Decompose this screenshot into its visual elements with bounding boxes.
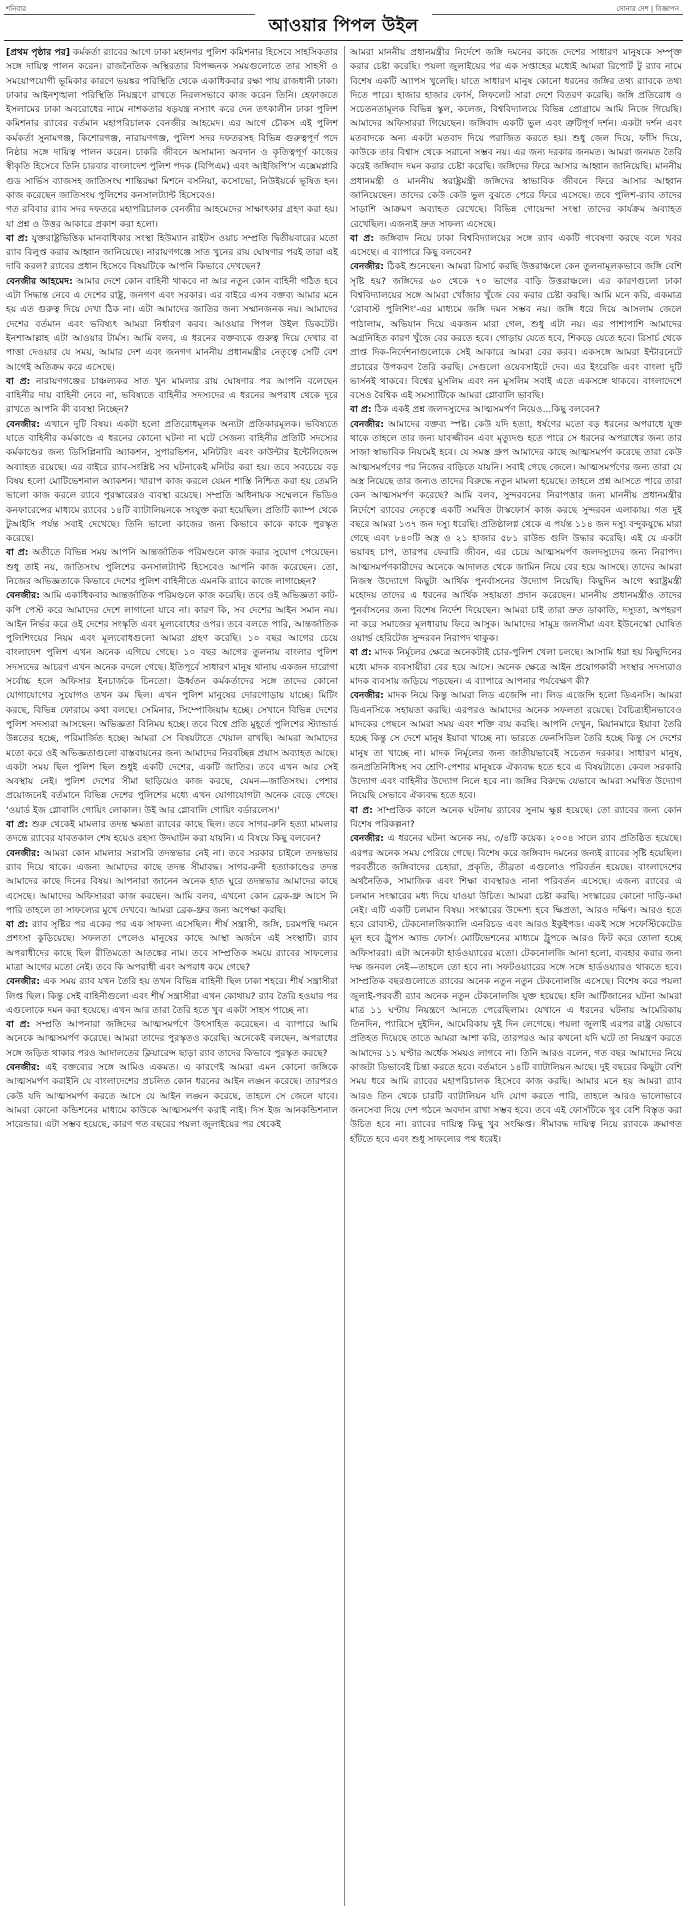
speaker-colon: :: [24, 547, 29, 559]
speaker-colon: :: [369, 804, 373, 816]
speaker-label: বেনজীর: [6, 590, 37, 602]
speaker-label: বেনজীর: [6, 847, 37, 859]
speaker-colon: :: [36, 590, 40, 602]
speaker-colon: :: [26, 1019, 31, 1031]
article-paragraph: [350, 46, 682, 232]
paragraph-text: ঠিক একই প্রশ্ন জলদস্যুদের আত্মসমর্পণ নিয়েও...কিছু বলবেন?: [371, 404, 600, 416]
paragraph-text: যুক্তরাষ্ট্রভিত্তিক মানবাধিকার সংস্থা হিউম্যান রাইটস ওয়াচ সম্প্রতি দ্বিতীয়বারের মতো র‍্যাব বিলুপ্ত করার আহ্বান জানিয়েছে। নারায়ণগঞ্জে সাত খুনের রায় ঘোষণার পরই তারা এই দাবি করল? র‍্যাবের প্রধান হিসেবে বিষয়টিকে আপনি কিভাবে দেখছেন?: [6, 232, 338, 273]
speaker-colon: :: [380, 833, 384, 845]
paragraph-text: জঙ্গিবাদ নিয়ে ঢাকা বিশ্ববিদ্যালয়ের সঙ্গে র‍্যাব একটি গবেষণা করছে বলে খবর এসেছে। এ ব্যাপারে কিছু বলবেন?: [350, 232, 682, 259]
interview-paragraph: [6, 818, 338, 847]
paragraph-text: আমি একাধিকবার আন্তর্জাতিক পরিমণ্ডলে কাজ করেছি। তবে ওই অভিজ্ঞতা কাট-কপি পেস্ট করে আমাদের দেশে লাগানো যাবে না। কারণ কি, সব দেশের আইন সমান নয়। আইন নির্ভর করে ওই দেশের সংস্কৃতি এবং মূল্যবোধের ওপর। তবে বলতে পারি, আন্তর্জাতিক পুলিশিংয়ের নিয়ম এবং মূল্যবোধগুলো আমরা গ্রহণ করেছি। ১০ বছর আগের চেয়ে বাংলাদেশ পুলিশ এখন অনেক এগিয়ে গেছে। ১০ বছর আগের তুলনায় বাংলার পুলিশ সদস্যদের আচরণ এখন অনেক বদলে গেছে। ইতিপূর্বে সাধারণ মানুষ থানায় একজন দারোগা সর্বোচ্চ হলে অফিসার ইনচার্জকে চিনতো। ঊর্ধ্বতন কর্মকর্তাদের সঙ্গে তাদের কোনো যোগাযোগের সুযোগও তখন কম ছিল। এখন পুলিশ মানুষের দোরগোড়ায় যাচ্ছে। মিটিং করছে, বিভিন্ন ফোরামে কথা বলছে। সেমিনার, সিম্পোজিয়াম হচ্ছে। সেখানে বিভিন্ন দেশের পুলিশ সদস্যরা আসছেন। অভিজ্ঞতা বিনিময় হচ্ছে। তবে বিশ্বে প্রতি মুহূর্তে পুলিশের স্ট্যান্ডার্ড উন্নতের হচ্ছে, পরিমার্জিত হচ্ছে। আমরা সে বিষয়টাতে খেয়াল রাখছি। আমরা আমাদের মতো করে ওই অভিজ্ঞতাগুলো বাস্তবায়নের জন্য আমাদের নিরবচ্ছিন্ন প্রয়াস অব্যাহত আছে। একটা সময় ছিল পুলিশ ছিল শুধুই একটি দেশের, একটি জাতির। তবে এখন আর সেই অবস্থায় নেই। পুলিশ দেশের সীমা ছাড়িয়েও কাজ করছে, যেমন—জাতিসংঘ। পেশার প্রয়োজনেই বর্তমানে বিভিন্ন দেশের পুলিশের মধ্যে এখন যোগাযোগটা অনেক বেড়ে গেছে। 'ওয়ার্ড ইজ গ্লোবালি গোয়িং লোকাল। উই আর গ্লোবালি গোয়িং বর্ডারলেস।': [6, 590, 338, 816]
paragraph-text: মাদক নির্মূলের ক্ষেত্রে অনেকটাই চোর-পুলিশ খেলা চলছে। আসামি ধরা হয় কিছুদিনের মধ্যে মাদক ব্যবসায়ীরা বের হয়ে আসে। অনেক ক্ষেত্রে আইন প্রয়োগকারী সংস্থার সদস্যরাও মাদক ব্যবসায় জড়িয়ে পড়ছেন। এ ব্যাপারে আপনার পর্যবেক্ষণ কী?: [350, 647, 682, 688]
speaker-colon: :: [26, 375, 31, 387]
speaker-colon: :: [368, 647, 372, 659]
continuation-marker: [প্রথম পৃষ্ঠার পর]: [6, 47, 70, 58]
interview-paragraph: [350, 260, 682, 403]
interview-paragraph: [6, 375, 338, 418]
interview-paragraph: [6, 847, 338, 918]
speaker-colon: :: [36, 1062, 40, 1074]
speaker-colon: :: [69, 275, 73, 287]
speaker-label: বেনজীর: [350, 690, 381, 702]
article-paragraph: [6, 46, 338, 203]
paragraph-text: র‍্যাব সৃষ্টির পর একের পর এক সাফল্য এসেছিল। শীর্ষ সন্ত্রাসী, জঙ্গি, চরমপন্থি দমনে প্রশংসা কুড়িয়েছে। সফলতা পেলেও মানুষের কাছে আস্থা অর্জনে এই সংস্থাটি। র‍্যাব অপরাধীদের কাছে ছিল রীতিমতো আতঙ্কের নাম। তবে সাম্প্রতিক সময়ে র‍্যাবের সাফল্যের মাত্রা আগের মতো নেই। তবে কি অপরাধী এবং অপরাধ কমে গেছে?: [6, 919, 338, 973]
interview-paragraph: [6, 275, 338, 375]
interview-paragraph: [6, 975, 338, 1018]
speaker-label: বেনজীর: [350, 418, 381, 430]
paragraph-text: সাম্প্রতিক কালে অনেক ঘটনায় র‍্যাবের সুনাম ক্ষুণ্ণ হয়েছে। তো র‍্যাবের জন্য কোন বিশেষ পরিকল্পনা?: [350, 804, 682, 831]
interview-paragraph: [350, 832, 682, 1147]
speaker-label: বা প্র: [350, 804, 370, 816]
speaker-colon: :: [24, 819, 29, 831]
interview-paragraph: [6, 418, 338, 547]
speaker-label: বা প্র: [350, 404, 368, 416]
speaker-label: বেনজীর: [350, 261, 381, 273]
paragraph-text: মাদক নিয়ে কিন্তু আমরা লিড এজেন্সি না। লিড এজেন্সি হলো ডিএনসি। আমরা ডিএনসিকে সহায়তা করছি। এরপরও আমাদের অনেক সফলতা রয়েছে। বৈচিত্র্যহীনভাবেও মাদকের পেছনে আমরা সময় এবং শক্তি ব্যয় করছি। আপনি দেখুন, মিয়ানমারে ইয়াবা তৈরি হচ্ছে কিন্তু সে দেশে মানুষ ইয়াবা খাচ্ছে না। ভারতে ফেনসিডিল তৈরি হচ্ছে কিন্তু সে দেশের মানুষ তা খাচ্ছে না। মাদক নির্মূলের জন্য জাতীয়ভাবেই সচেতন দরকার। সাধারণ মানুষ, জনপ্রতিনিধিসহ সব শ্রেণি-পেশার মানুষকে ঐক্যবদ্ধ হতে হবে এ বিষয়টাতে। কেবল সরকারি উদ্যোগ এবং বাহিনীর উদ্যোগ নিলে হবে না। জঙ্গির বিরুদ্ধে যেভাবে আমরা সমন্বিত উদ্যোগ নিয়েছি সেভাবে ঐক্যবদ্ধ হতে হবে।: [350, 690, 682, 802]
speaker-label: বা প্র: [6, 919, 25, 931]
paragraph-text: সম্প্রতি আপনারা জঙ্গিদের আত্মসমর্পণে উৎসাহিত করেছেন। এ ব্যাপারে আমি অনেকে আত্মসমর্পণ করেছে। আমরা তাদের পুরস্কৃতও করেছি। অনেকেই বলছেন, অপরাধের সঙ্গে জড়িত থাকার পরও আদালতের ক্লিয়ারেন্স ছাড়া র‍্যাব তাদের কিভাবে পুরস্কৃত করছে?: [6, 1019, 338, 1059]
speaker-colon: :: [370, 232, 374, 244]
article-body: [6, 46, 682, 1906]
speaker-colon: :: [24, 232, 29, 244]
interview-paragraph: [350, 646, 682, 689]
paragraph-text: এখানে দুটি বিষয়। একটা হলো প্রতিরোধমূলক অন্যটা প্রতিকারমূলক। ভবিষ্যতে যাতে বাহিনীর কর্মকাণ্ডে এ ধরনের কোনো ঘটনা না ঘটে সেজন্য বাহিনীর প্রতিটি সদস্যের কর্মকাণ্ডের জন্য ডিসিপ্লিনারি অ্যাকশন, সুপারভিশন, মনিটরিং এবং কাউন্টার ইন্টেলিজেন্স অব্যাহত রয়েছে। এর বাইরে র‍্যাব-সংশ্লিষ্ট সব ঘটনাকেই মনিটর করা হয়। তবে সবচেয়ে বড় বিষয় হলো মোটিভেশনাল অ্যাকশন। খারাপ কাজ করলে যেমন শাস্তি নিশ্চিত করা হয় তেমনি ভালো কাজ করলে র‍্যাবে পুরস্কারেরও ব্যবস্থা রয়েছে। সম্প্রতি অধিনায়ক সম্মেলনে ভিডিও কনফারেন্সের মাধ্যমে র‍্যাবের ১৪টি ব্যাটালিয়নকে সংযুক্ত করা হয়েছিল। প্রতিটি ক্যাম্প থেকে টুআইসি পর্যন্ত সবাই দেখেছে। তিনি ভালো কাজের জন্য কিভাবে কাকে কাকে পুরস্কৃত করেছে।: [6, 418, 338, 545]
paragraph-text: গত রবিবার র‍্যাব সদর দফতরে মহাপরিচালক বেনজীর আহমেদের সাক্ষাৎকার গ্রহণ করা হয়। যা প্রশ্ন ও উত্তর আকারে প্রকাশ করা হলো।: [6, 204, 338, 230]
speaker-label: বা প্র: [350, 232, 371, 244]
speaker-label: বেনজীর: [6, 418, 37, 430]
speaker-colon: :: [367, 404, 372, 416]
paragraph-text: এক সময় র‍্যাব যখন তৈরি হয় তখন বিভিন্ন বাহিনী ছিল ঢাকা শহরে। শীর্ষ সন্ত্রাসীরা লিপ্ত ছিল। কিন্তু সেই বাহিনীগুলো এবং শীর্ষ সন্ত্রাসীরা এখন কোথায়? র‍্যাব তৈরি হওয়ার পর এগুলোকে দমন করা হয়েছে। এখন আর তারা তৈরি হতে খুব একটা সাহস পাচ্ছে না।: [6, 976, 338, 1016]
paragraph-text: এ ধরনের ঘটনা অনেক নয়, ৩/৪টি কয়েক। ২০০৪ সালে র‍্যাব প্রতিষ্ঠিত হয়েছে। এরপর অনেক সময় পেরিয়ে গেছে। বিশেষ করে জঙ্গিবাদ দমনের জন্যই র‍্যাবের সৃষ্টি হয়েছিল। পরবর্তীতে জঙ্গিবাদের চেহারা, প্রকৃতি, তীব্রতা এগুলোও পরিবর্তন হয়েছে। বাংলাদেশের অর্থনৈতিক, সামাজিক এবং শিক্ষা ব্যবস্থারও নানা পরিবর্তন এসেছে। এজন্য র‍্যাবের এ চলমান সংস্কারের মধ্য দিয়ে যাওয়া উচিত। আমরা চেষ্টা করছি। সংস্কারের কোনো দাড়ি-কমা নেই। এটি একটি চলমান বিষয়। সংস্কারের উদ্দেশ্য হবে ক্ষিপ্রতা, আরও দক্ষিণ। আরও হতে হবে রোবাস্ট, টেকনোলজিক্যালি এনরিচড এবং আরও ইকুইপড। একই সঙ্গে সফেস্টিকেটেড মূল হবে ট্রুপস অ্যান্ড ফোর্স। মোটিভেশনের মাধ্যমে ট্রুপকে আরও ফিট করে তোলা হচ্ছে অফিসাররা। এটা অনেকটা হার্ডওয়্যারের মতো। টেকনোলজি আনা হলো, ব্যবহার করার জন্য দক্ষ জনবল নেই—তাহলে তো হবে না। সফটওয়্যারের সঙ্গে সঙ্গে হার্ডওয়্যারও থাকতে হবে। সাম্প্রতিক বছরগুলোতে র‍্যাবের অনেক নতুন নতুন টেকনোলজি এসেছে। বিশেষ করে পয়লা জুলাই-পরবর্তী র‍্যাব অনেক নতুন টেকনোলজি যুক্ত হয়েছে। হলি আর্টিজানের ঘটনা আমরা মাত্র ১১ ঘণ্টায় নিয়ন্ত্রণে আনতে পেরেছিলাম। যেখানে এ ধরনের ঘটনায় আমেরিকায় তিনদিন, প্যারিসে দুইদিন, আমেরিকায় দুই দিন লেগেছে। পয়লা জুলাই এরপর রাষ্ট্র যেভাবে প্রতিহত দিয়েছে তাতে আমরা আশা করি, তারপরও আর কখনো যদি ঘটে তা নিয়ন্ত্রণ করতে আমাদের ১১ ঘণ্টার অর্ধেক সময়ও লাগবে না। তিনি আরও বলেন, গত বছর আমাদের নিয়ে কাজটা ডিভাবেই চিন্তা করতে হবে। বর্তমানে ১৪টি ব্যাটালিয়ন আছে। দুই বছরের কিছুটা বেশি সময় ধরে আমি র‍্যাবের মহাপরিচালক হিসেবে কাজ করছি। আমার মনে হয় আমরা র‍্যাব আরও তিন থেকে চারটি ব্যাটালিয়ন যদি যোগ করতে পারি, তাহলে আরও ভালোভাবে জনসেবা দিয়ে দেশ গঠনে অবদান রাখা সম্ভব হবে। তবে এই ফোর্সটিকে খুব বেশি বিস্তৃত করা উচিত হবে না। র‍্যাবের দায়িত্ব কিছু খুব সংক্ষিপ্ত। সীমাবদ্ধ দায়িত্ব নিয়ে র‍্যাবকে ক্রমাগত হাঁটতে হবে এবং শুধু সাফল্যের পথ ধরেই।: [350, 833, 682, 1145]
interview-paragraph: [6, 546, 338, 589]
speaker-colon: :: [380, 690, 384, 702]
paragraph-text: নারায়ণগঞ্জের চাঞ্চল্যকর সাত খুন মামলার রায় ঘোষণার পর আপনি বলেছেন বাহিনীর দায় বাহিনী নেবে না, ভবিষ্যতে বাহিনীর সদস্যদের এ ধরনের অপরাধ থেকে দূরে রাখতে আপনি কী ব্যবস্থা নিচ্ছেন?: [6, 375, 338, 416]
interview-paragraph: [6, 1061, 338, 1132]
article-column-left: [6, 46, 338, 1906]
interview-paragraph: [6, 918, 338, 975]
page-top-right-text: সোনার দেশ | বিজ্ঞাপন: [616, 5, 679, 13]
article-column-right: [350, 46, 682, 1906]
speaker-colon: :: [36, 976, 40, 988]
interview-paragraph: [350, 689, 682, 803]
speaker-colon: :: [24, 919, 29, 931]
speaker-label: বেনজীর: [6, 1062, 37, 1074]
speaker-colon: :: [380, 418, 384, 430]
paragraph-text: আমাদের বক্তব্য স্পষ্ট। কেউ যদি হত্যা, ধর্ষণের মতো বড় ধরনের অপরাধে যুক্ত থাকে তাহলে তার জন্য যাবজ্জীবন এবং মৃত্যুদণ্ড হতে পারে সে ধরনের অপরাধের জন্য তার সাজা স্বাভাবিক নিয়মেই হবে। যে সমস্ত গ্রুপ আমাদের কাছে আত্মসমর্পণ করেছে তারা কেউ আত্মসমর্পণের পর নিজের বাড়িতে যায়নি। সবাই গেছে জেলে। আত্মসমর্পণের জন্য তারা যে অস্ত্র নিয়েছে তার জন্যও তাদের বিরুদ্ধে নতুন মামলা হয়েছে। তাহলে প্রশ্ন আসতে পারে তারা কেন আত্মসমর্পণ করেছে? আমি বলব, সুন্দরবনের নিরাপত্তার জন্য মাননীয় প্রধানমন্ত্রীর নির্দেশে র‍্যাবের নেতৃত্বে একটি সমন্বিত টাস্কফোর্স কাজ করছে সুন্দরবন এলাকায়। গত দুই বছরে আমরা ১৩৭ জন দস্যু ধরেছি। প্রতিষ্ঠালগ্ন থেকে এ পর্যন্ত ১১৪ জন দস্যু বন্দুকযুদ্ধে মারা গেছে এবং ৮৪০টি অস্ত্র ও ২১ হাজার ৫৮১ রাউন্ড গুলি উদ্ধার করেছি। এই যে একটা ভয়াবহ চাপ, তারপর ফেরারি জীবন, এর চেয়ে আত্মসমর্পণ জলদস্যুদের জন্য নিরাপদ। আত্মসমর্পণকারীদের অনেকে আদালত থেকে জামিন নিয়ে বের হয়ে আসছে। তাদের আমরা নিজস্ব উদ্যোগে কিছুটা আর্থিক পুনর্বাসনের উদ্যোগ নিয়েছি। কিছুদিন আগে স্বরাষ্ট্রমন্ত্রী মহোদয় তাদের এ ধরনের আর্থিক সহায়তা প্রদান করেছেন। মাননীয় প্রধানমন্ত্রীও তাদের পুনর্বাসনের জন্য বিশেষ নির্দেশ দিয়েছেন। আমরা চাই তারা দ্রুত ডাকাতি, দস্যুতা, অপহরণ না করে সমাজের মূলধারায় ফিরে আসুক। আমাদের সামুদ্র জলসীমা এবং ইউনেস্কো ঘোষিত ওয়ার্ল্ড হেরিটেজ সুন্দরবন নিরাপদ থাকুক।: [350, 418, 682, 645]
speaker-colon: :: [36, 418, 40, 430]
speaker-label: বেনজীর: [6, 976, 37, 988]
interview-paragraph: [6, 589, 338, 818]
paragraph-text: অতীতে বিভিন্ন সময় আপনি আন্তর্জাতিক পরিমণ্ডলে কাজ করার সুযোগ পেয়েছেন। শুধু তাই নয়, জাতিসংঘ পুলিশের কনসালট্যান্ট হিসেবেও আপনি কাজ করেছেন। তো, নিজের অভিজ্ঞতাকে কিভাবে দেশের পুলিশ বাহিনীতে এমনকি র‍্যাবে কাজে লাগাচ্ছেন?: [6, 547, 338, 587]
interview-paragraph: [6, 1018, 338, 1061]
headline-block: [0, 14, 687, 40]
interview-paragraph: [350, 232, 682, 261]
column-divider: [344, 46, 345, 1906]
interview-paragraph: [350, 418, 682, 647]
paragraph-text: এই বক্তব্যের সঙ্গে আমিও একমত। এ কারণেই আমরা এমন কোনো জঙ্গিকে আত্মসমর্পণ করাইনি যে বাংলাদেশের প্রচলিত কোন ধরনের আইন লঙ্ঘন করেছে। তারপরও কেউ যদি আত্মসমর্পণ করতে আসে যে আইন লঙ্ঘন করেছে, তাহলে সে জেলে যাবে। আমরা কোনো কন্ডিশনের মাধ্যমে কাউকে আত্মসমর্পণ করাই নাই। দিস ইজ আনকন্ডিশনাল সারেন্ডার। এটা সম্ভব হয়েছে, কারণ গত বছরের পয়লা জুলাইয়ের পর থেকেই: [6, 1062, 338, 1131]
paragraph-text: শুরু থেকেই মামলার তদন্ত ক্ষমতা র‍্যাবের কাছে ছিল। তবে সাগর-রুনি হত্যা মামলার তদন্তে র‍্যাবের যাবতকাল শেষ হয়েও রহস্য উদঘাটন করা যায়নি। এ বিষয়ে কিছু বলবেন?: [6, 819, 338, 845]
speaker-label: বা প্র: [350, 647, 368, 659]
article-headline: আওয়ার পিপল উইল: [255, 14, 433, 38]
speaker-label: বা প্র: [6, 819, 25, 831]
speaker-label: বেনজীর: [350, 833, 381, 845]
paragraph-text: আমরা কোন মামলার সরাসরি তদন্তভার নেই না। তবে সরকার চাইলে তদন্তভার র‍্যাব দিয়ে থাকে। এজন্য আমাদের কাছে তদন্ত সীমাবদ্ধ। সাগর-রুনী হত্যাকাণ্ডের তদন্ত আমাদের কাছে দিনের বিষয়। আপনারা জানেন অনেক হাত ঘুরে তদন্তভার আমাদের কাছে এসেছে। আমাদের অফিসাররা কাজ করছেন। আমি বলব, এখনো কোন ব্রেক-থ্রু আসে নি পারি তাহলে তা সাফল্যের মুখে দেখবে। আমরা ব্রেক-থ্রুর জন্য অপেক্ষা করছি।: [6, 847, 338, 916]
interview-paragraph: [6, 232, 338, 275]
paragraph-text: আমার দেশে কোন বাহিনী থাকবে না আর নতুন কোন বাহিনী গঠিত হবে এটা সিদ্ধান্ত নেবে এ দেশের রাষ্ট্র, জনগণ এবং সরকার। এর বাইরে এসব বক্তব্য আমার মনে হয় এত গুরুত্ব দিয়ে দেখা ঠিক না। এটা আমাদের জাতির জন্য সম্মানজনক নয়। আমাদের দেশের বর্তমান এবং ভবিষ্যৎ আমরা নির্ধারণ করব। আওয়ার পিপল উইল ডিকটেট। ইনশাআল্লাহ এটা আওয়ার টার্মস। আমি বলব, এ ধরনের বক্তব্যকে গুরুত্ব দিয়ে দেখার বা পাত্তা দেওয়ার যে সময়, আমার দেশ এবং জনগণ মাননীয় প্রধানমন্ত্রীর নেতৃত্বে সেটি বেশ আগেই অতিক্রম করে এসেছে।: [6, 275, 338, 373]
article-paragraph: [6, 203, 338, 232]
speaker-label: বা প্র: [6, 1019, 27, 1031]
paragraph-text: আমরা মাননীয় প্রধানমন্ত্রীর নির্দেশে জঙ্গি দমনের কাজে দেশের সাধারণ মানুষকে সম্পৃক্ত করার চেষ্টা করেছি। পয়লা জুলাইয়ের পর এক সপ্তাহের মধ্যেই আমরা রিপোর্ট টু র‍্যাব নামে বিশেষ একটি অ্যাপস খুলেছি। যাতে সাধারণ মানুষ কোনো ধরনের জঙ্গির তথ্য র‍্যাবকে তথ্য দিতে পারে। হাজার হাজার ফোর্স, লিফলেট সারা দেশে বিতরণ করেছি। জঙ্গি প্রতিরোধ ও সচেতনতামূলক বিভিন্ন স্কুল, কলেজ, বিশ্ববিদ্যালয়ে বিভিন্ন প্রোগ্রামে আমি নিজে গিয়েছি। আমাদের অফিসাররা গিয়েছেন। জঙ্গিবাদ একটি ভুল এবং ত্রুটিপূর্ণ দর্শন। একটা দর্শন এবং মতবাদকে অন্য একটা মতবাদ দিয়ে পরাজিত করতে হয়। শুধু জেল দিয়ে, ফাঁসি দিয়ে, কাউকে তার বিশ্বাস থেকে সরানো সম্ভব নয়। এর জন্য দরকার জনমত। আমরা জনমত তৈরি করেই জঙ্গিবাদ দমন করার চেষ্টা করেছি। জঙ্গিদের ফিরে আসার আহ্বান জানিয়েছি। মাননীয় প্রধানমন্ত্রী ও মাননীয় স্বরাষ্ট্রমন্ত্রী জঙ্গিদের স্বাভাবিক জীবনে ফিরে আসার আহ্বান জানিয়েছেন। তাদের কেউ কেউ ভুল বুঝতে পেরে ফিরে এসেছে। তবে পুলিশ-র‍্যাব তাদের সাড়াশি আক্রমণ অব্যাহত রেখেছে। বিভিন্ন গোয়েন্দা সংস্থা তাদের কার্যক্রম অব্যাহত রেখেছিল। এজন্যই দ্রুত সাফল্য এসেছে।: [350, 47, 682, 230]
speaker-label: বা প্র: [6, 375, 27, 387]
speaker-label: বা প্র: [6, 232, 25, 244]
speaker-colon: :: [36, 847, 40, 859]
page-top-left-text: শনিবার: [6, 5, 27, 13]
speaker-label: বা প্র: [6, 547, 25, 559]
paragraph-text: ঠিকই শুনেছেন। আমরা রিসার্চ করছি উত্তরাঞ্চলে কেন তুলনামূলকভাবে জঙ্গি বেশি সৃষ্টি হয়? জঙ্গিদের ৬০ থেকে ৭০ ভাগের বাড়ি উত্তরাঞ্চলে। এর কারণগুলো ঢাকা বিশ্ববিদ্যালয়ের সঙ্গে আমরা খোঁজার খুঁজে বের করার চেষ্টা করছি। আমি মনে করি, একমাত্র 'রোবাস্ট পুলিশিং'-এর মাধ্যমে জঙ্গি দমন সম্ভব নয়। জঙ্গি ধরে দিয়ে আসলাম জেলে পাঠালাম, অভিযান দিয়ে একজন মারা গেল, শুধু এটা নয়। এর পাশাপাশি আমাদের অগ্রনিহিত কারণ খুঁজে বের করতে হবে। গোড়ায় যেতে হবে, শিকড়ে যেতে হবে। রিসার্চ থেকে প্রাপ্ত দিক-নির্দেশনাগুলোকে সেই আকারে আমরা বের করব। একসঙ্গে আমরা ইন্টারনেটে প্রচারের উপকরণ তৈরি করছি। সেগুলো ওয়েবসাইটে দেব। এর ইংরেজি এবং বাংলা দুটি ভার্সনই থাকবে। বিশ্বের মুসলিম এবং নন মুসলিম সবাই এতে একসঙ্গে থাকবে। বাংলাদেশে বসেও বৈশ্বিক এই সমস্যাটিকে আমরা গ্লোবালি ভাবছি।: [350, 261, 682, 402]
paragraph-text: কর্মকর্তা র‍্যাবের আগে ঢাকা মহানগর পুলিশ কমিশনার হিসেবে সাহসিকতার সঙ্গে দায়িত্ব পালন করেন। রাজনৈতিক অস্থিরতার বিপজ্জনক সময়গুলোতে তার সাহসী ও সময়োপযোগী ভূমিকার কারণে ভয়ঙ্কর পরিস্থিতি থেকে একাধিকবার রক্ষা পায় রাজধানী ঢাকা। ঢাকার আইনশৃঙ্খলা পরিস্থিতি নিয়ন্ত্রণে রাখতে নিরলসভাবে কাজ করেন তিনি। হেফাজতে ইসলামের ঢাকা অবরোধের নামে নাশকতার ষড়যন্ত্র নস্যাৎ করে দেন তৎকালীন ঢাকা পুলিশ কমিশনার র‍্যাবের বর্তমান মহাপরিচালক বেনজীর আহমেদ। এর আগে চৌকস এই পুলিশ কর্মকর্তা সুনামগঞ্জ, কিশোরগঞ্জ, নারায়ণগঞ্জ, পুলিশ সদর দফতরসহ বিভিন্ন গুরুত্বপূর্ণ পদে নিষ্ঠার সঙ্গে দায়িত্ব পালন করেন। চাকরি জীবনে অসামান্য অবদান ও কৃতিত্বপূর্ণ কাজের স্বীকৃতি হিসেবে তিনি চারবার বাংলাদেশ পুলিশ পদক (বিপিএম) এবং আইজিপি'স এক্সেমপ্লারি গুড সার্ভিস ব্যাজসহ জাতিসংঘ শান্তিরক্ষা মিশনে বসনিয়া, কসোভো, নিউইয়র্কে ভূষিত হন। কাজ করেছেন জাতিসংঘ পুলিশের কনসালট্যান্ট হিসেবেও।: [6, 47, 338, 201]
interview-paragraph: [350, 804, 682, 833]
headline-rule: [4, 40, 683, 41]
speaker-colon: :: [380, 261, 384, 273]
interview-paragraph: [350, 403, 682, 417]
speaker-label: বেনজীর আহমেদ: [6, 275, 70, 287]
